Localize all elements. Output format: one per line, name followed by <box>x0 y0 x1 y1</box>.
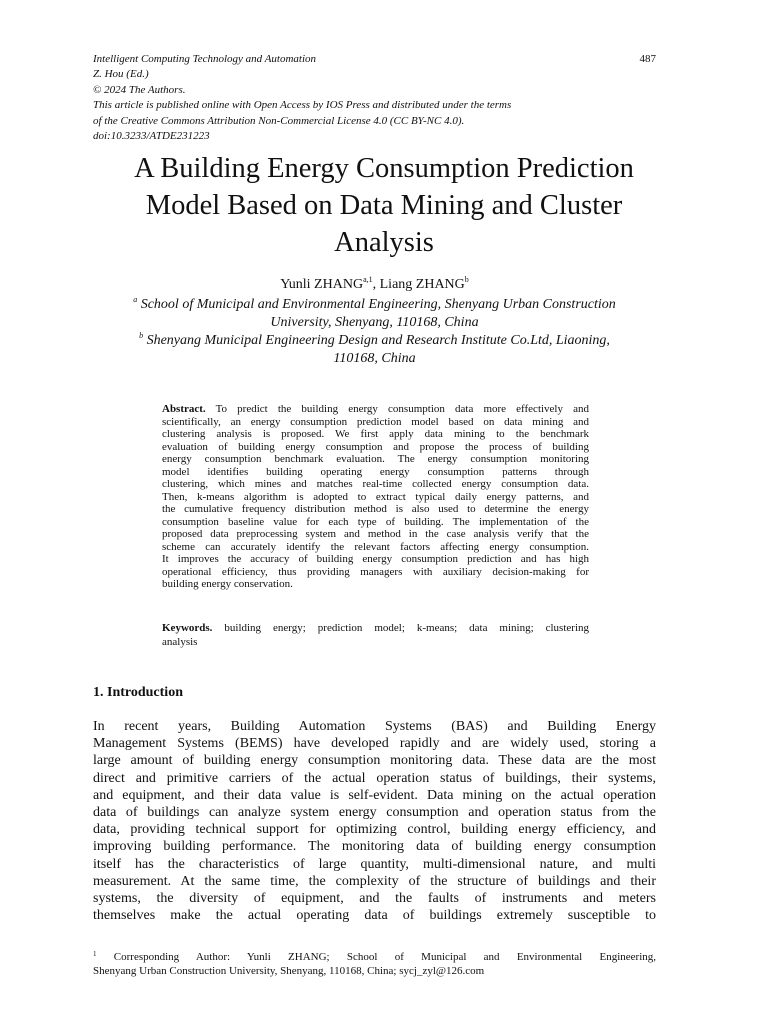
paper-title <box>60 150 708 261</box>
affiliation-a-line <box>93 296 656 314</box>
affiliations <box>93 296 656 368</box>
journal-name: Intelligent Computing Technology and Automation <box>93 53 317 65</box>
affiliation-text: Shenyang Municipal Engineering Design and Research Institute Co.Ltd, Liaoning, <box>143 333 610 348</box>
section-heading: 1. Introduction <box>93 685 183 700</box>
abstract-line: building energy conservation. <box>162 578 293 590</box>
body-line: systems, the diversity of equipment, and the faults of instruments and meters <box>93 891 656 907</box>
abstract-text: To predict the building energy consumption data more effectively and <box>205 403 589 415</box>
keywords-text: building energy; prediction model; k-means; data mining; clustering <box>212 622 589 634</box>
body-line: itself has the characteristics of large quantity, multi-dimensional nature, and multi <box>93 856 656 872</box>
body-line: measurement. At the same time, the complexity of the structure of buildings and their <box>93 873 656 889</box>
footnote-text: Corresponding Author: Yunli ZHANG; School of Municipal and Environmental Engineering, <box>96 951 656 963</box>
abstract-line: scheme can accurately identify the relevant factors affecting energy consumption. <box>162 540 589 553</box>
author-superscript: a,1 <box>363 275 373 284</box>
publication-metadata <box>93 52 583 144</box>
editor-line: Z. Hou (Ed.) <box>93 68 149 81</box>
keywords <box>162 621 589 649</box>
author-separator: , <box>372 277 380 292</box>
body-line: data, providing technical support for optimizing control, building energy efficiency, and <box>93 822 656 838</box>
abstract-line: clustering, which mines and matches real-time collected energy consumption data. <box>162 478 589 490</box>
author-name: Liang ZHANG <box>379 277 465 292</box>
author-list <box>93 276 656 294</box>
abstract-line: Then, k-means algorithm is adopted to extract typical daily energy patterns, and <box>162 490 589 503</box>
abstract-line: scientifically, an energy consumption prediction model based on data mining and <box>162 415 589 428</box>
abstract-line: It improves the accuracy of building energy consumption prediction and has high <box>162 553 589 565</box>
body-line: Management Systems (BEMS) have developed rapidly and are widely used, storing a <box>93 736 656 752</box>
footnote-line: Shenyang Urban Construction University, Shenyang, 110168, China; sycj_zyl@126.com <box>93 965 485 977</box>
body-line: themselves make the actual operating data of buildings extremely susceptible to <box>93 908 656 924</box>
affiliation-a-line: University, Shenyang, 110168, China <box>270 315 479 330</box>
introduction-paragraph <box>93 718 656 924</box>
body-line: In recent years, Building Automation Systems (BAS) and Building Energy <box>93 719 656 734</box>
author-superscript: b <box>464 275 469 284</box>
abstract-line: energy consumption benchmark evaluation. The energy consumption monitoring <box>162 453 589 465</box>
keywords-line <box>162 621 589 635</box>
footnote-line <box>93 950 656 964</box>
title-line: A Building Energy Consumption Prediction <box>134 153 634 184</box>
license-line: of the Creative Commons Attribution Non-Commercial License 4.0 (CC BY-NC 4.0). <box>93 114 465 127</box>
affiliation-mark: a <box>133 295 138 304</box>
abstract-line: operational efficiency, thus providing managers with auxiliary decision-making for <box>162 565 589 578</box>
abstract-line: proposed data preprocessing system and method in the case analysis verify that the <box>162 528 589 540</box>
body-line: and equipment, and their data value is self-evident. Data mining on the actual operation <box>93 787 656 803</box>
footnote <box>93 950 656 978</box>
abstract-line: evaluation of building energy consumption and propose the process of building <box>162 440 589 453</box>
body-line: improving building performance. The monitoring data of building energy consumption <box>93 839 656 855</box>
body-line: data of buildings can analyze system energy consumption and operation status from the <box>93 805 656 821</box>
title-line: Analysis <box>334 227 434 258</box>
doi-line: doi:10.3233/ATDE231223 <box>93 130 210 143</box>
abstract-line: the cumulative frequency distribution method is also used to determine the energy <box>162 503 589 515</box>
copyright-line: © 2024 The Authors. <box>93 83 186 96</box>
keywords-label: Keywords. <box>162 622 213 634</box>
abstract-label: Abstract. <box>162 403 206 415</box>
abstract-line <box>162 403 589 416</box>
body-line: large amount of building energy consumption monitoring data. These data are the most <box>93 753 656 769</box>
affiliation-text: School of Municipal and Environmental Engineering, Shenyang Urban Construction <box>137 297 616 312</box>
abstract-line: clustering analysis is proposed. We first apply data mining to the benchmark <box>162 428 589 440</box>
page-number: 487 <box>639 53 656 65</box>
footnote-mark: 1 <box>93 950 97 958</box>
affiliation-mark: b <box>139 331 144 340</box>
abstract <box>162 403 589 591</box>
abstract-line: consumption baseline value for each type of building. The implementation of the <box>162 515 589 528</box>
affiliation-b-line: 110168, China <box>333 351 416 366</box>
title-line: Model Based on Data Mining and Cluster <box>145 190 623 221</box>
author-name: Yunli ZHANG <box>280 277 364 292</box>
affiliation-b-line <box>93 332 656 350</box>
body-line: direct and primitive carriers of the actual operation status of buildings, their systems, <box>93 770 656 786</box>
license-line: This article is published online with Open Access by IOS Press and distributed under the terms <box>93 99 512 112</box>
keywords-line: analysis <box>162 636 198 648</box>
abstract-line: model identifies building operating energy consumption patterns through <box>162 465 589 478</box>
